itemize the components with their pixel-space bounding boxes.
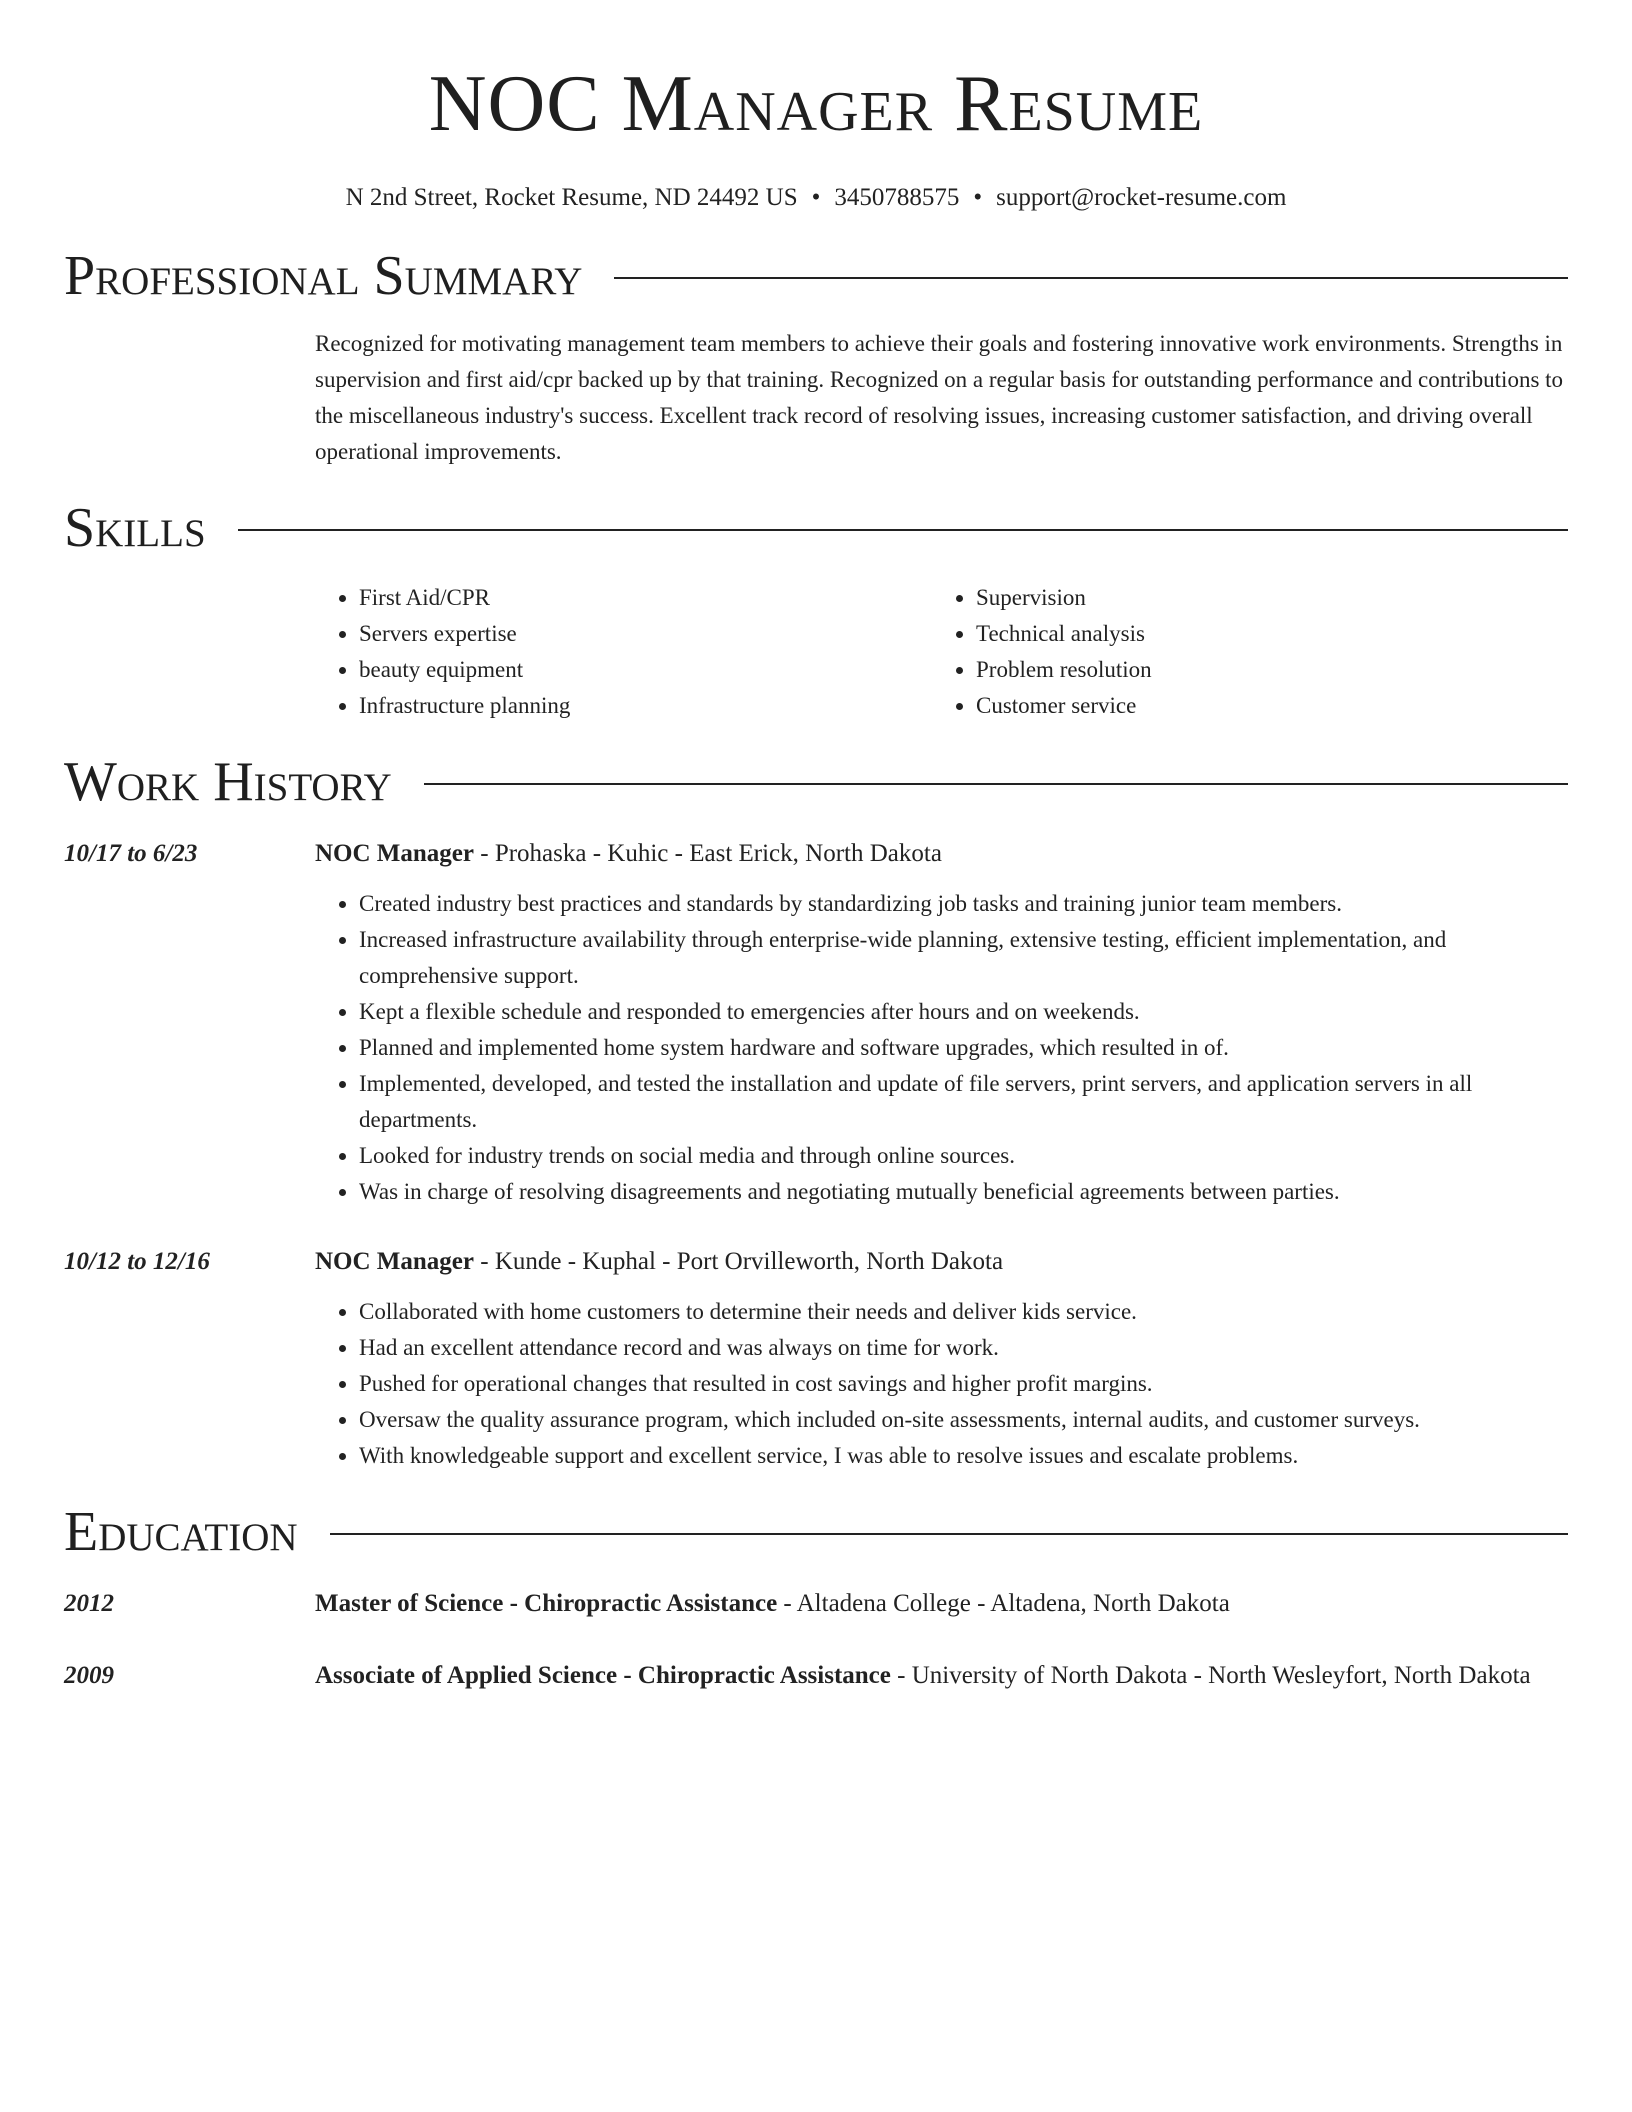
contact-separator: • bbox=[811, 184, 821, 211]
skills-column-1 bbox=[315, 580, 932, 724]
contact-separator: • bbox=[973, 184, 983, 211]
skills-list bbox=[64, 580, 1568, 724]
job-bullet: • Pushed for operational changes that resulted in cost savings and higher profit margins. bbox=[359, 1366, 1568, 1402]
education-section bbox=[64, 1500, 1568, 1696]
job-dates: 10/12 to 12/16 bbox=[64, 1248, 210, 1275]
job-dates: 10/17 to 6/23 bbox=[64, 840, 198, 867]
section-divider bbox=[614, 277, 1568, 279]
job-bullet: • Oversaw the quality assurance program, which included on-site assessments, internal audits, and customer surveys. bbox=[359, 1402, 1568, 1438]
job-bullet: • Had an excellent attendance record and was always on time for work. bbox=[359, 1330, 1568, 1366]
section-divider bbox=[424, 783, 1568, 785]
skills-heading: Skills bbox=[64, 497, 206, 559]
job-bullet: • Increased infrastructure availability through enterprise-wide planning, extensive testing, efficient implementation, and comprehensive support. bbox=[359, 922, 1568, 994]
summary-text: Recognized for motivating management team members to achieve their goals and fostering innovative work environments. Strengths in supervision and first aid/cpr backed up by that training. Recognized on a regular basis for outstanding performance and contributions to the miscellaneous industry's success. Excellent track record of resolving issues, increasing customer satisfaction, and driving overall operational improvements. bbox=[315, 331, 1564, 464]
section-divider bbox=[330, 1533, 1568, 1535]
skill-item: • Supervision bbox=[976, 580, 1152, 616]
contact-line bbox=[64, 182, 1568, 214]
skill-item: • Customer service bbox=[976, 688, 1152, 724]
education-heading: Education bbox=[64, 1501, 298, 1563]
skill-item: • First Aid/CPR bbox=[359, 580, 932, 616]
job-bullet: • With knowledgeable support and excellent service, I was able to resolve issues and escalate problems. bbox=[359, 1438, 1568, 1474]
job-bullet: • Collaborated with home customers to determine their needs and deliver kids service. bbox=[359, 1294, 1568, 1330]
job-bullet: • Looked for industry trends on social media and through online sources. bbox=[359, 1138, 1568, 1174]
education-year: 2009 bbox=[64, 1662, 114, 1689]
job-entry bbox=[64, 836, 1568, 1210]
job-company: - Kunde - Kuphal - Port Orvilleworth, North Dakota bbox=[474, 1248, 1004, 1275]
job-body bbox=[64, 886, 1568, 1210]
education-school: - Altadena College - Altadena, North Dakota bbox=[777, 1590, 1230, 1617]
job-role: NOC Manager bbox=[315, 840, 474, 867]
skills-column-2 bbox=[932, 580, 1152, 724]
education-school: - University of North Dakota - North Wesleyfort, North Dakota bbox=[890, 1662, 1531, 1689]
education-degree: Associate of Applied Science - Chiropractic Assistance bbox=[315, 1662, 891, 1689]
skill-item: • Problem resolution bbox=[976, 652, 1152, 688]
education-year: 2012 bbox=[64, 1590, 114, 1617]
skill-item: • Servers expertise bbox=[359, 616, 932, 652]
summary-heading: Professional Summary bbox=[64, 245, 583, 307]
resume-page bbox=[64, 0, 1568, 1696]
contact-address: N 2nd Street, Rocket Resume, ND 24492 US bbox=[345, 184, 798, 211]
skills-header bbox=[64, 496, 1568, 560]
skill-item: • beauty equipment bbox=[359, 652, 932, 688]
job-bullets bbox=[315, 886, 1568, 1210]
education-header bbox=[64, 1500, 1568, 1564]
job-bullet: • Kept a flexible schedule and responded to emergencies after hours and on weekends. bbox=[359, 994, 1568, 1030]
work-history-heading: Work History bbox=[64, 751, 392, 813]
skills-section bbox=[64, 496, 1568, 724]
job-bullets bbox=[315, 1294, 1568, 1474]
job-role: NOC Manager bbox=[315, 1248, 474, 1275]
job-bullet: • Was in charge of resolving disagreements and negotiating mutually beneficial agreements between parties. bbox=[359, 1174, 1568, 1210]
education-details bbox=[315, 1584, 1568, 1624]
summary-header bbox=[64, 244, 1568, 308]
job-body bbox=[64, 1294, 1568, 1474]
job-header bbox=[64, 836, 1568, 872]
education-details bbox=[315, 1656, 1568, 1696]
education-entry bbox=[64, 1658, 1568, 1696]
job-bullet: • Planned and implemented home system hardware and software upgrades, which resulted in of. bbox=[359, 1030, 1568, 1066]
job-title-line bbox=[315, 1244, 1568, 1280]
resume-title: NOC Manager Resume bbox=[428, 60, 1204, 148]
education-degree: Master of Science - Chiropractic Assistance bbox=[315, 1590, 778, 1617]
section-divider bbox=[238, 529, 1568, 531]
skill-item: • Infrastructure planning bbox=[359, 688, 932, 724]
education-entry bbox=[64, 1586, 1568, 1624]
contact-email: support@rocket-resume.com bbox=[996, 184, 1287, 211]
job-bullet: • Created industry best practices and standards by standardizing job tasks and training junior team members. bbox=[359, 886, 1568, 922]
job-company: - Prohaska - Kuhic - East Erick, North Dakota bbox=[474, 840, 942, 867]
contact-phone: 3450788575 bbox=[834, 184, 960, 211]
skill-item: • Technical analysis bbox=[976, 616, 1152, 652]
work-history-header bbox=[64, 750, 1568, 814]
work-history-section bbox=[64, 750, 1568, 1474]
job-title-line bbox=[315, 836, 1568, 872]
job-entry bbox=[64, 1244, 1568, 1474]
job-header bbox=[64, 1244, 1568, 1280]
job-bullet: • Implemented, developed, and tested the installation and update of file servers, print servers, and application servers in all departments. bbox=[359, 1066, 1568, 1138]
summary-section bbox=[64, 244, 1568, 470]
